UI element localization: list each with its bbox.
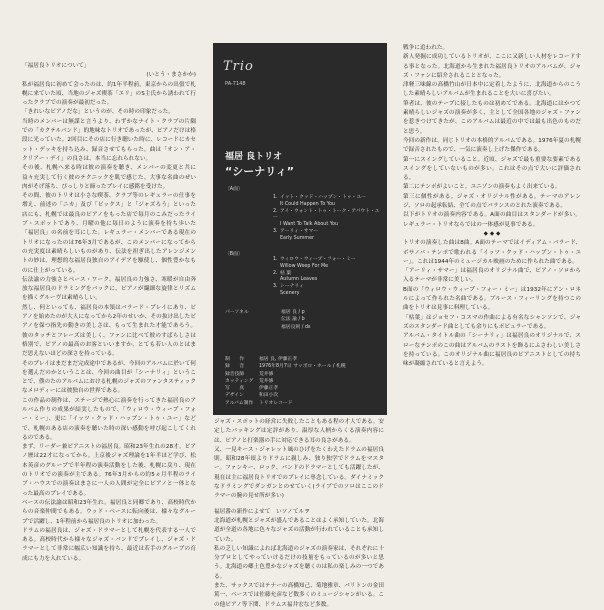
paragraph: 北海道が札幌とジャズが盛んであることはよく承知していた。北海道が全道の各地に色々なジャズの活動が行われていることも承知していた。 <box>214 517 384 543</box>
byline: いソノてルヲ <box>276 508 310 515</box>
separator: ◆ ◆ ◆ <box>483 230 501 237</box>
paragraph: 今回の新作は、同じトリオの本格的アルバムである。1976年夏の札幌で録音されたもので、一気に演奏し上げた傑作である。 <box>403 137 581 154</box>
catalog-number: PA-7148 <box>225 81 246 87</box>
paragraph: トリオの演奏した曲は8曲。A面のテーマではイディアム・バラード、ボサノバ・テンポで歌われる「イッツ・クッド・ハップン・トゥ・ユー」。これは1944年のミュージカル映画のために作られた曲である。 <box>403 240 581 265</box>
credit-row: 制 作 福居 良, 伊藤正孝 <box>225 357 298 362</box>
track: 1. イット・クッド・ハップン・トゥ・ユー It Could Happen To You <box>273 195 366 207</box>
paragraph: 戦争に追われた。 <box>403 45 449 51</box>
liner-notes-middle-column <box>214 418 384 610</box>
track: 2. アイ・ウォント・トゥ・トーク・アバウト・ユー I Want To Talk About You <box>273 208 380 228</box>
credit-row: 録 音 1976年8月7日 サッポロ・ホール / 札幌 <box>225 364 346 370</box>
band-name: 福居 良トリオ <box>225 152 283 162</box>
paragraph: 私の乏しい知識によれば北海道のジャズの演奏家は、それぞれに十分プロとしてやっていけるだけの技量をもっているのが多いと思う。北海道の郷土色豊かなジャズを聴くのは私の楽しみの一つである。 <box>214 545 384 580</box>
paragraph: 第一にスイングしていること。近頃、ジャズで最も重要な要素であるスイングをしていないものが多い。これはその点で大いに評価される。 <box>403 156 581 182</box>
track: 3. シーナリィ Scenery <box>273 284 304 296</box>
section-title: 福居番の新作によせて いソノてルヲ <box>214 508 310 515</box>
paragraph: 新人発掘に成功しているトリオが、ここに又新しい人材をレコードする事となった。北海道から生まれた福居良トリオのアルバムが、ジャズ・ファンに紹介されることとなった。 <box>403 54 581 79</box>
paragraph: アルバム・タイトル曲の「シーナリィ」は福居良のオリジナルで、スローなテンポのこの曲はアルバムのラストを飾るにふさわしい美しさを持っている。このオリジナル曲に福居良のピアニストとしての持ち味が凝縮されていると言えよう。 <box>403 333 581 368</box>
paragraph: 「アーリィ・サマー」は福居良のオリジナル曲で、ピアノ・ソロから入るテーマが非常に美しい。 <box>403 268 581 284</box>
personnel-credits <box>225 309 380 331</box>
section-title: 「福居良トリオについて」 <box>22 63 90 69</box>
personnel-entry: 伝法 諭 / b <box>281 317 305 323</box>
paragraph: また、サックスではテナーの高橋知己、菊地雅章、バリトンの金田篤一、ベースでは佐藤允彦など数多くのミュージシャンがいる。この他ピアノ等下関、ドラムス福井宏など多数。 <box>214 583 384 608</box>
side-a-tracklist <box>273 195 381 243</box>
paragraph: 「枯葉」はジョセフ・コスマの作曲による有名なシャンソンで、ジャズのスタンダード曲としても余りにもポピュラーである。 <box>403 314 581 330</box>
paragraph: 第二にテンポがよいこと。ユニゾンの演奏もよく出来ている。 <box>403 184 561 191</box>
track: 2. 枯 葉 Autumn Leaves <box>273 270 318 283</box>
track: 3. アーリィ・サマー Early Summer <box>273 228 319 241</box>
paragraph: 伝法諭の力強さとベース・ワーク、福居良の力強さ、寒暖が自由奔放な福居良のドラミングをバックに、ピアノが繊細な旋律とリズムを描くグルーヴは素晴らしい。 <box>22 276 196 302</box>
paragraph: まず、リーダー兼ピアニストの福居良。昭和23年生れの28才。ピアノ歴は22才になってから。上京後ジャズ理論を1年半ほど学び、松本英彦のグループで半年程の演奏活動をした後、札幌に戻り、現在のトリオでの演奏が主である。76年3月からの約5ヵ月半程のライブ・ハウスでの演奏はまさに一人の人間が完全にピアノと一体となった最高のプレイである。 <box>22 444 196 497</box>
side-a-label: 〔A面〕 <box>225 187 243 192</box>
liner-notes-right-column <box>403 44 581 369</box>
paragraph: この作品の制作は、ステージで熱心に演奏を行ってきた福居良のアルバム作りの成果が結実したもので、「ウィロウ・ウィープ・フォー・ミー」、更に「イッツ・クッド・ハップン・トゥ・ユー」などで、札幌のある店の演奏を聴いた時の深い感動を呼び起こしてくれるのである。 <box>22 397 196 441</box>
paragraph: 私が福居良に初めて会ったのは、約1年半程前。東京からの出張で札幌に来ていた頃、当地のジャズ喫茶「エリ」のS主氏から誘われて行ったクラブでの演奏が最初だった。 <box>22 81 196 107</box>
paragraph: そのプレイはまだまだ完成途中であるが、今回のアルバムに於いて何を選んだのかということは、今回の曲目が「シーナリィ」ということで、僕のたのアルバムにおける札幌のジャズのファンタスティックなメロディーには彼独自の世界である。 <box>22 360 196 395</box>
side-b-tracklist <box>273 257 381 298</box>
paragraph: 然し、何といっても、福居良の本領はバラード・プレイにあり、ピアノを始めたのが大人になってから2年のせいか、その抜け出したピアノを保つ指先の動きの美しさは、もって生まれた才能であろう。彼のタッチとフレーズは美しく、ファンに比べて彼のすばらしさは格別で、ピアノの最高のお客といいますか、とても若い人のとはまだ思えないほどの深さを持っている。 <box>22 304 196 358</box>
liner-notes-left-column <box>22 62 196 564</box>
paragraph: その後、札幌へ来る時は彼の演奏を聴き、メンバーの変更と共に益々充実して行く彼のテクニックを肌で感じた。大事な名曲のぜい肉がそげ落ち、ぴっしりと締ったプレイに感銘を受けた。 <box>22 165 196 190</box>
credit-row: 写 真 伊藤正孝 <box>225 386 279 392</box>
side-b-label: 〔B面〕 <box>225 252 243 257</box>
paragraph: 以下がトリオの演奏内容である。A面の曲目はスタンダードが多い。レギュラー・トリオならではの一体感が見事である。 <box>403 212 581 228</box>
staff-credits <box>225 356 380 407</box>
paragraph: 第三に個性がある。ジャズ・オリジナル性がある。テーマのアレンジ、ソロの起承転結、全ての点でバランスのとれた演奏である。 <box>403 193 581 210</box>
paragraph: その間、彼のトリオは小さな喫茶、クラブ等のレギュラーの仕事を増え、前述の「ニカ」及び「ピックス」と「ジャズろう」といった店にも、札幌では最良のピアノをもった店で毎月のこみだったライブ・スポットであり、月曜の他に毎日のように演奏を持ち歩いた「福居良」の名前を耳にした。レギュラー・メンバーである現在のトリオになったのは76年3月であるが、このメンバーになってからの充実度は素晴らしいものがあり、伝法を担ぎ出したアレンジメントの妙は、理想的な福居良独自のアイデアを駆使し、個性豊かなものに仕上がっている。 <box>22 193 196 274</box>
paragraph: 筆者は、彼のテープに接したものは初めてである。北海道にはかつて素晴らしいジャズの演奏が多く、主として全国各地のジャズ・ファンを惹きつけてきたが、このアルバムは最近の中では最も出色のものだと思う。 <box>403 100 581 135</box>
personnel-entry: 福居良則 / ds <box>281 324 311 330</box>
personnel-entry: 福居 良 / p <box>281 310 305 315</box>
credit-row: 録音技師 荒井修 <box>225 371 274 377</box>
track: 1. ウィロウ・ウィープ・フォー・ミー Willow Weep For Me <box>273 257 356 269</box>
record-info-panel <box>213 43 387 415</box>
credit-row: カッティング 荒井修 <box>225 378 274 384</box>
byline: (いとう・まさかか) <box>146 72 196 79</box>
paragraph: B面の「ウィロウ・ウィープ・フォー・ミー」は1932年にアン・ロネルによって作られた名曲である。ブルース・フィーリングを持つこの曲をトリオは見事に料理している。 <box>403 286 581 312</box>
label-logo: Trio <box>223 59 254 74</box>
credit-row: デザイン 和田小次 <box>225 393 279 399</box>
credit-row: アルバム制作 トリオレコード <box>225 400 293 406</box>
paragraph: 当時のメンバーは無謀と言うより、わずかなナイト・クラブの片隅での「カクテルバンド」的地味なトリオであったが、ピアノだけは格段に光っていた。2回目にその店に行き聴いた時に、レコードにカセット・デッキを持ち込み、録音させてもらった。曲は「オン・ア・クリアー・デイ」の良さは、本当に忘れられない。 <box>22 118 196 162</box>
paragraph: ドラムの福居良は、ジャズ・ドラマーとして札幌を代表する一人である。高校時代から様々なジャズ・バンドでプレイし、ジャズ・ドラマーとして非常に幅広い知識を持ち、最近は若手のグループの育成にも力を入れている。 <box>22 527 196 562</box>
paragraph: ベースの伝法諭は昭和23年生れ。福居良と同郷であり、高校時代からの音楽仲間でもある。ウッド・ベースに転向後は、様々なグループで活躍し、1年程前から福居良のトリオに加わった。 <box>22 499 196 525</box>
album-title: “シーナリィ” <box>225 165 295 178</box>
paragraph: 津軽三味線の高橋竹山が日本中に定着したように、北海道からのこうした素晴らしいアルバムが生まれることを大いに喜びたい。 <box>403 82 581 98</box>
personnel-label: パーソネル <box>225 310 249 315</box>
paragraph: 「きれいなピアノだな」というのが、その時の印象だった。 <box>22 109 174 116</box>
paragraph: 又、一見キース・ジャレット風のひげをたくわえたドラムの福居良則。昭和28年頃よりドラムに親しみ、独り独学でドラムをマスター。ファンキー、ロック、バンドのドラマーとしても活躍したが、現在は主に福居良トリオでのプレイに専念している。ダイナミックなドラミングでダンガンとのせていく(ライブでのソロはここのドラマーの腕の見せ所が多い) <box>214 446 384 500</box>
paragraph: ジャズ・スポットの経営に失敗したこともある程の才人である。安定したバッキングは定評があり、温厚な人柄からくる演奏内容には、ピアノと打楽器の手に対応できる耳の良さがある。 <box>214 419 384 444</box>
